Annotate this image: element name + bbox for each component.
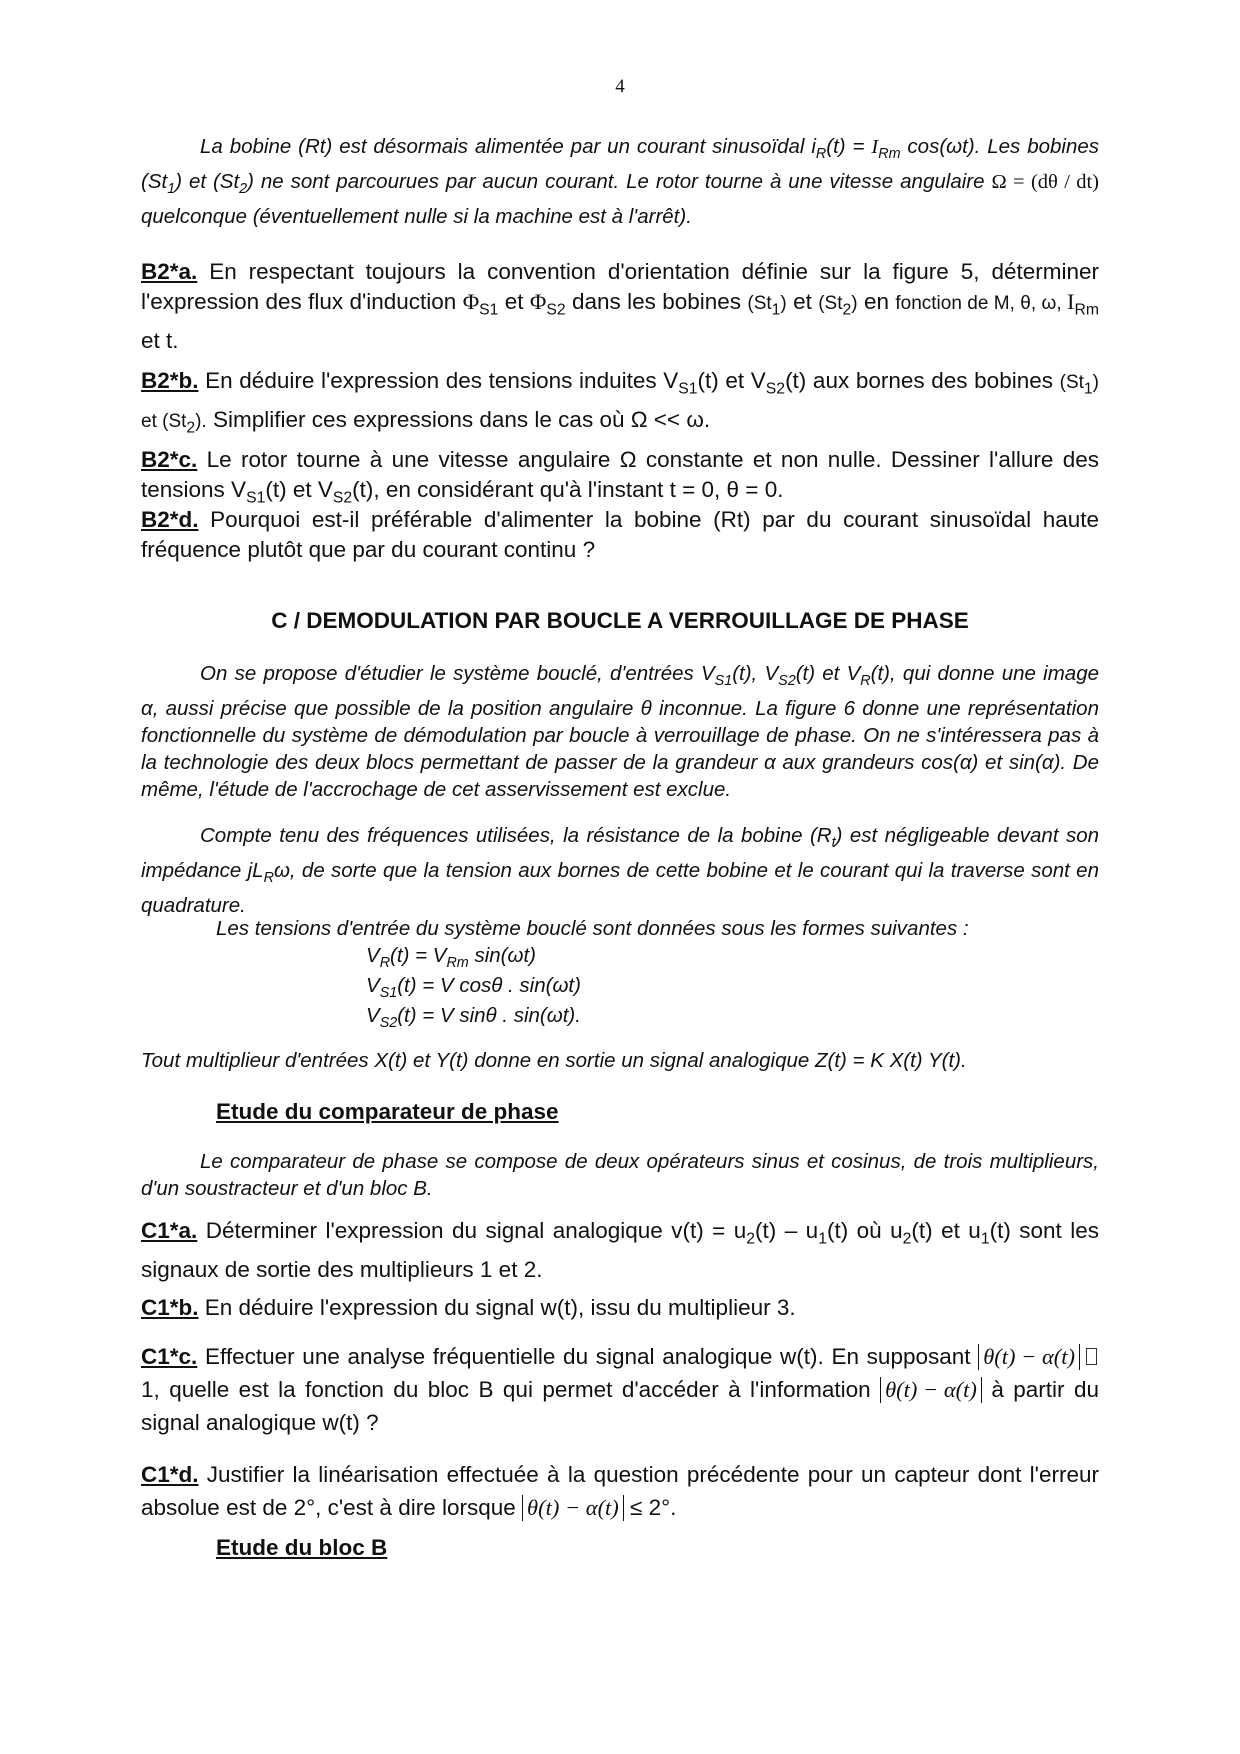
abs-theta-minus-alpha: θ(t) − α(t) bbox=[522, 1495, 624, 1521]
missing-glyph-box bbox=[1086, 1348, 1097, 1365]
question-c1b: C1*b. En déduire l'expression du signal w(t), issu du multiplieur 3. bbox=[141, 1295, 796, 1320]
section-c-paragraph-3: Les tensions d'entrée du système bouclé sont données sous les formes suivantes : bbox=[216, 917, 969, 940]
intro-paragraph: La bobine (Rt) est désormais alimentée par un courant sinusoïdal $i_R(t) = I_{Rm}$ cos(ωt). Les bobines $(St_1)$ et $(St_2)$ ne sont parcourues par aucun courant. Le rotor tourne à une vitesse angulaire Ω = (dθ / dt) quelconque (éventuellement nulle si la machine est à l'arrêt). bbox=[141, 135, 1100, 229]
question-b2a: B2*a. En respectant toujours la convention d'orientation définie sur la figure 5, déterminer l'expression des flux d'induction $\Phi_{S1}$ et $\Phi_{S2}$ dans les bobines $(St_1)$ et $(St_2)$ en fonction de M, θ, ω, $I_{Rm}$ et t. bbox=[141, 259, 1099, 353]
bloc-b-title: Etude du bloc B bbox=[216, 1535, 388, 1560]
abs-theta-minus-alpha: θ(t) − α(t) bbox=[978, 1344, 1080, 1370]
question-b2d: B2*d. Pourquoi est-il préférable d'alimenter la bobine (Rt) par du courant sinusoïdal haute fréquence plutôt que par du courant continu ? bbox=[141, 507, 1099, 562]
comparateur-title: Etude du comparateur de phase bbox=[216, 1099, 559, 1124]
question-c1d: C1*d. Justifier la linéarisation effectuée à la question précédente pour un capteur dont l'erreur absolue est de 2°, c'est à dire lorsque θ(t) − α(t) ≤ 2°. bbox=[141, 1462, 1099, 1520]
question-c1c: C1*c. Effectuer une analyse fréquentielle du signal analogique w(t). En supposant θ(t) − α(t) 1, quelle est la fonction du bloc B qui permet d'accéder à l'information θ(t) − α(t) à partir du signal analogique w(t) ? bbox=[141, 1344, 1099, 1435]
equation-vs1: $V_{S1}(t) = V$ cosθ . sin(ωt) bbox=[366, 974, 581, 1002]
comparateur-intro: Le comparateur de phase se compose de deux opérateurs sinus et cosinus, de trois multiplieurs, d'un soustracteur et d'un bloc B. bbox=[141, 1150, 1099, 1200]
section-c-paragraph-4: Tout multiplieur d'entrées X(t) et Y(t) donne en sortie un signal analogique Z(t) = K X(t) Y(t). bbox=[141, 1049, 967, 1072]
page-number: 4 bbox=[615, 76, 625, 97]
question-c1a: C1*a. Déterminer l'expression du signal analogique $v(t) = u_2(t) - u_1(t)$ où $u_2(t)$ et $u_1(t)$ sont les signaux de sortie des multiplieurs 1 et 2. bbox=[141, 1218, 1099, 1282]
equation-vs2: $V_{S2}(t) = V$ sinθ . sin(ωt). bbox=[366, 1004, 581, 1032]
abs-theta-minus-alpha: θ(t) − α(t) bbox=[880, 1377, 982, 1403]
section-c-heading: C / DEMODULATION PAR BOUCLE A VERROUILLAGE DE PHASE bbox=[271, 608, 969, 633]
section-c-paragraph-1: On se propose d'étudier le système bouclé, d'entrées $V_{S1}(t)$, $V_{S2}(t)$ et $V_R(t)$, qui donne une image α, aussi précise que possible de la position angulaire θ inconnue. La figure 6 donne une représentation fonctionnelle du système de démodulation par boucle à verrouillage de phase. On ne s'intéressera pas à la technologie des deux blocs permettant de passer de la grandeur α aux grandeurs cos(α) et sin(α). De même, l'étude de l'accrochage de cet asservissement est exclue. bbox=[141, 662, 1099, 802]
question-b2c: B2*c. Le rotor tourne à une vitesse angulaire Ω constante et non nulle. Dessiner l'allure des tensions $V_{S1}(t)$ et $V_{S2}(t)$, en considérant qu'à l'instant t = 0, θ = 0. bbox=[141, 447, 1099, 507]
section-c-paragraph-2: Compte tenu des fréquences utilisées, la résistance de la bobine $(R_t)$ est négligeable devant son impédance $jL_R\omega$, de sorte que la tension aux bornes de cette bobine et le courant qui la traverse sont en quadrature. bbox=[141, 824, 1099, 918]
question-b2b: B2*b. En déduire l'expression des tensions induites $V_{S1}(t)$ et $V_{S2}(t)$ aux bornes des bobines $(St_1)$ et $(St_2)$. Simplifier ces expressions dans le cas où Ω << ω. bbox=[141, 368, 1099, 436]
equation-vr: $V_R(t) = V_{Rm}$ sin(ωt) bbox=[366, 944, 536, 972]
